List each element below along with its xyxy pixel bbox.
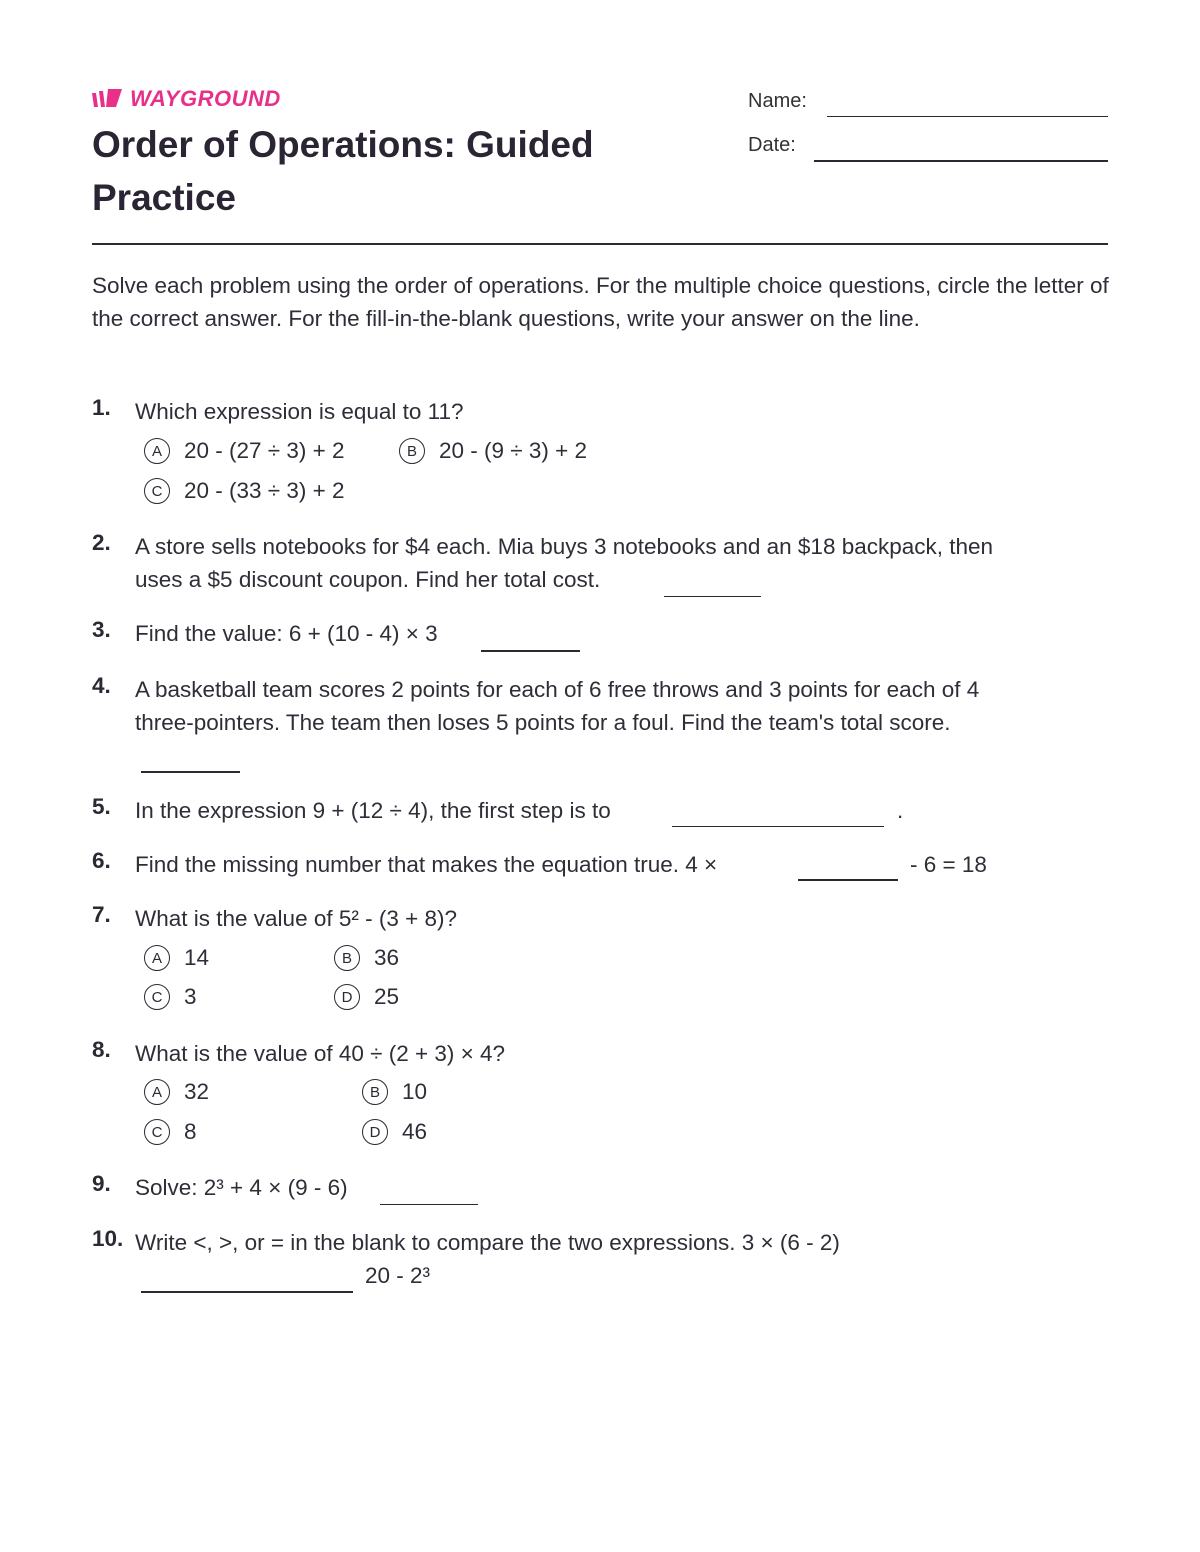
date-label: Date: (748, 134, 796, 156)
date-field[interactable] (814, 160, 1108, 162)
choice-b[interactable] (334, 945, 399, 971)
brand-logo (92, 86, 281, 112)
choice-bubble[interactable]: C (144, 1119, 170, 1145)
choice-a[interactable] (144, 1079, 209, 1105)
choice-bubble[interactable]: B (362, 1079, 388, 1105)
answer-blank[interactable] (664, 596, 761, 597)
choice-d[interactable] (362, 1119, 427, 1145)
question-number: 10. (92, 1226, 124, 1251)
choice-text: 8 (184, 1119, 197, 1144)
choice-b[interactable] (399, 438, 587, 464)
question-number: 3. (92, 617, 111, 642)
choice-d[interactable] (334, 984, 399, 1010)
choice-bubble[interactable]: C (144, 984, 170, 1010)
choice-c[interactable] (144, 1119, 197, 1145)
choice-c[interactable] (144, 984, 197, 1010)
choice-text: 20 - (27 ÷ 3) + 2 (184, 438, 345, 463)
question-text: Solve: 2³ + 4 × (9 - 6) (135, 1175, 348, 1200)
question-text: Find the missing number that makes the equation true. 4 × (135, 852, 718, 877)
question-number: 2. (92, 530, 111, 555)
name-field[interactable] (827, 116, 1108, 117)
instructions: Solve each problem using the order of operations. For the multiple choice questions, circle the letter of the correct answer. For the fill-in-the-blank questions, write your answer on the line. (92, 273, 1109, 331)
choice-bubble[interactable]: D (362, 1119, 388, 1145)
question-number: 1. (92, 395, 111, 420)
choice-c[interactable] (144, 478, 345, 504)
choice-text: 14 (184, 945, 210, 970)
choice-bubble[interactable]: A (144, 438, 170, 464)
choice-bubble[interactable]: A (144, 945, 170, 971)
question-number: 7. (92, 902, 111, 927)
question-text: What is the value of 40 ÷ (2 + 3) × 4? (135, 1041, 506, 1066)
choice-text: 20 - (33 ÷ 3) + 2 (184, 478, 345, 503)
choice-text: 10 (402, 1079, 428, 1104)
question-number: 8. (92, 1037, 111, 1062)
answer-blank[interactable] (380, 1204, 478, 1205)
question-text-line-2: uses a $5 discount coupon. Find her total cost. (135, 567, 601, 592)
choice-bubble[interactable]: C (144, 478, 170, 504)
name-label: Name: (748, 90, 807, 112)
question-number: 9. (92, 1171, 111, 1196)
question-text: What is the value of 5² - (3 + 8)? (135, 906, 458, 931)
question-suffix: 20 - 2³ (365, 1263, 431, 1288)
question-number: 4. (92, 673, 111, 698)
answer-blank[interactable] (141, 771, 240, 773)
wayground-logo-icon (92, 87, 124, 111)
choice-bubble[interactable]: A (144, 1079, 170, 1105)
choice-bubble[interactable]: B (399, 438, 425, 464)
choice-text: 25 (374, 984, 400, 1009)
question-text: In the expression 9 + (12 ÷ 4), the first step is to (135, 798, 611, 823)
question-suffix: - 6 = 18 (910, 852, 987, 877)
question-text: Write <, >, or = in the blank to compare the two expressions. 3 × (6 - 2) (135, 1230, 840, 1255)
brand-name: WAYGROUND (130, 86, 281, 111)
choice-a[interactable] (144, 438, 345, 464)
question-suffix: . (897, 798, 904, 823)
answer-blank[interactable] (672, 826, 884, 827)
header-divider (92, 243, 1108, 245)
answer-blank[interactable] (798, 879, 898, 881)
question-text-line-2: three-pointers. The team then loses 5 points for a foul. Find the team's total score. (135, 710, 951, 735)
question-number: 6. (92, 848, 111, 873)
question-text: Find the value: 6 + (10 - 4) × 3 (135, 621, 438, 646)
choice-a[interactable] (144, 945, 209, 971)
choice-bubble[interactable]: D (334, 984, 360, 1010)
choice-bubble[interactable]: B (334, 945, 360, 971)
question-text: Which expression is equal to 11? (135, 399, 464, 424)
choice-text: 46 (402, 1119, 428, 1144)
choice-text: 36 (374, 945, 400, 970)
choice-text: 32 (184, 1079, 210, 1104)
answer-blank[interactable] (141, 1291, 353, 1293)
question-text-line-1: A store sells notebooks for $4 each. Mia buys 3 notebooks and an $18 backpack, then (135, 534, 994, 559)
page-title: Order of Operations: Guided Practice (92, 124, 594, 218)
answer-blank[interactable] (481, 650, 580, 652)
question-number: 5. (92, 794, 111, 819)
choice-text: 3 (184, 984, 197, 1009)
choice-text: 20 - (9 ÷ 3) + 2 (439, 438, 588, 463)
choice-b[interactable] (362, 1079, 427, 1105)
question-text-line-1: A basketball team scores 2 points for each of 6 free throws and 3 points for each of 4 (135, 677, 980, 702)
